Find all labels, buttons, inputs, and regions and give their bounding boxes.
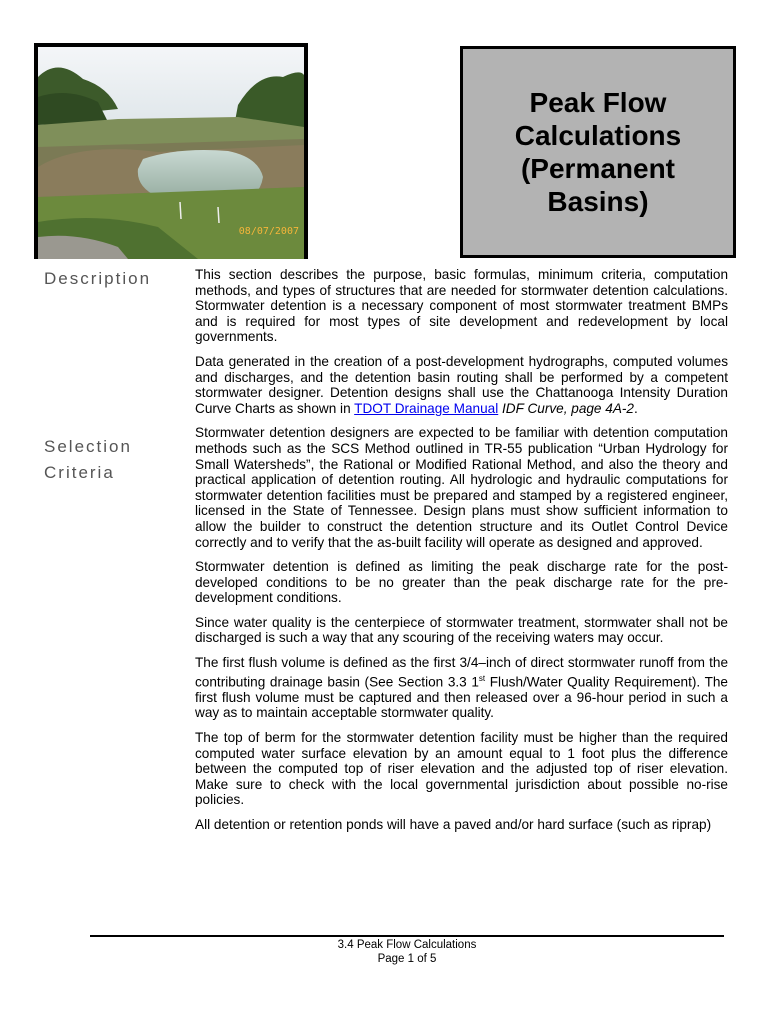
footer-divider bbox=[90, 935, 724, 937]
description-paragraph-2-text: Data generated in the creation of a post-development hydrographs, computed volumes and discharges, and the detention basin routing shall be performed by a competent stormwater designer. Detention designs shall use the Chattanooga Intensity Duration Curve Charts as shown in bbox=[195, 353, 728, 416]
title-box bbox=[460, 46, 736, 258]
page-title: Peak Flow Calculations (Permanent Basins) bbox=[514, 87, 682, 217]
selection-paragraph-1: Stormwater detention designers are expected to be familiar with detention computation methods such as the SCS Method outlined in TR-55 publication “Urban Hydrology for Small Watersheds”, the Rational or Modified Rational Method, and also the theory and practical application of detention routing. All hydrologic and hydraulic computations for stormwater detention facilities must be prepared and stamped by a registered engineer, licensed in the State of Tennessee. Design plans must show sufficient information to allow the builder to construct the detention structure and its Outlet Control Device correctly and to verify that the as-built facility will operate as designed and approved. bbox=[195, 425, 728, 550]
header-photo bbox=[34, 43, 308, 259]
page-footer bbox=[90, 938, 724, 966]
selection-paragraph-6: All detention or retention ponds will have a paved and/or hard surface (such as riprap) bbox=[195, 816, 712, 832]
description-label: Description bbox=[44, 269, 152, 288]
selection-paragraph-3: Since water quality is the centerpiece of stormwater treatment, stormwater shall not be discharged is such a way that any scouring of the receiving waters may occur. bbox=[195, 614, 728, 646]
footer-page-number: Page 1 of 5 bbox=[377, 953, 437, 965]
description-paragraph-1: This section describes the purpose, basic formulas, minimum criteria, computation methods, and types of structures that are needed for stormwater detention calculations. Stormwater detention is a necessary component of most stormwater treatment BMPs and is required for most types of site development and redevelopment by local governments. bbox=[195, 267, 728, 345]
photo-date-stamp: 08/07/2007 bbox=[238, 226, 299, 237]
description-paragraph-2 bbox=[195, 354, 728, 416]
idf-curve-reference: IDF Curve, page 4A-2 bbox=[498, 400, 634, 416]
body-text bbox=[195, 267, 728, 842]
selection-paragraph-5: The top of berm for the stormwater detention facility must be higher than the required computed water surface elevation by an amount equal to 1 foot plus the difference between the computed top of riser elevation and the adjusted top of riser elevation. Make sure to check with the local governmental jurisdiction about possible no-rise policies. bbox=[195, 729, 728, 808]
first-flush-text-a: The first flush volume is defined as the first 3/4–inch of direct stormwater runoff from the contributing drainage basin (See Section 3.3 1 bbox=[195, 655, 728, 690]
tdot-drainage-manual-link[interactable]: TDOT Drainage Manual bbox=[354, 400, 499, 416]
selection-criteria-label: Selection Criteria bbox=[44, 437, 132, 482]
first-flush-text-b: Flush/Water Quality Requirement). The first flush volume must be captured and then released over a 96-hour period in such a way as to maintain acceptable stormwater quality. bbox=[195, 674, 728, 721]
selection-paragraph-4 bbox=[195, 655, 728, 721]
description-paragraph-2-end: . bbox=[634, 400, 638, 416]
first-flush-superscript: st bbox=[478, 673, 486, 683]
footer-section-title: 3.4 Peak Flow Calculations bbox=[337, 939, 477, 951]
selection-paragraph-2: Stormwater detention is defined as limiting the peak discharge rate for the post-developed conditions to be no greater than the peak discharge rate for the pre-development conditions. bbox=[195, 559, 728, 606]
